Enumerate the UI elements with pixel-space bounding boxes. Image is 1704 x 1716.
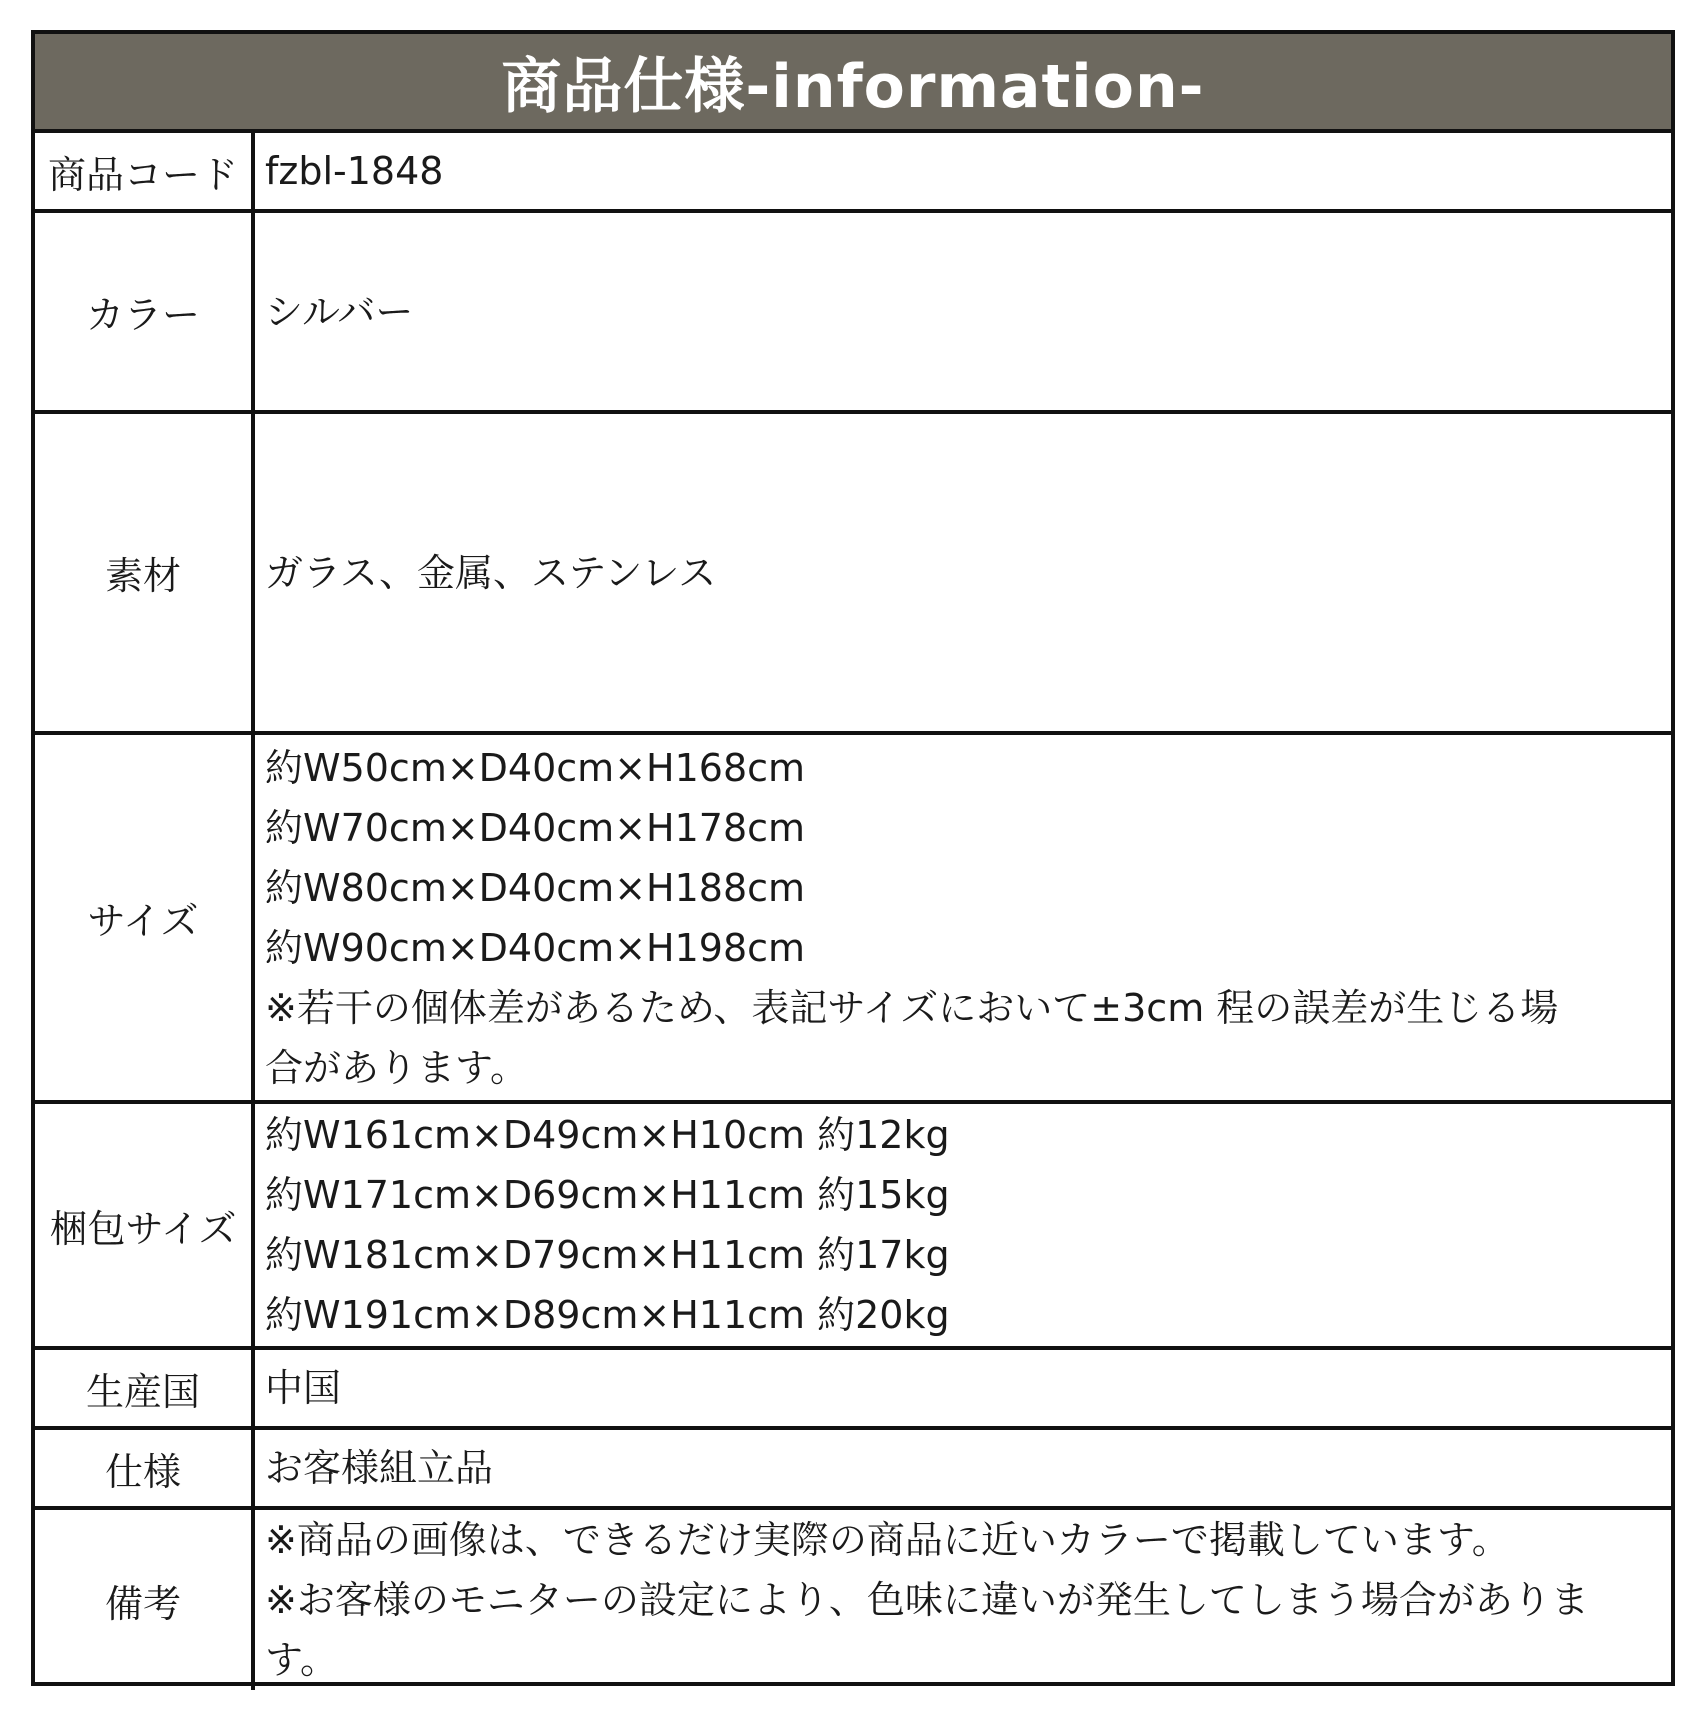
row-material <box>35 414 1671 735</box>
material-label: 素材 <box>35 414 255 731</box>
specification-value: お客様組立品 <box>265 1446 494 1490</box>
size-note-line: 合があります。 <box>265 1045 528 1090</box>
size-line: 約W90cm×D40cm×H198cm <box>265 925 806 970</box>
size-label: サイズ <box>35 735 255 1100</box>
notes-line: ※商品の画像は、できるだけ実際の商品に近いカラーで掲載しています。 <box>265 1518 1510 1562</box>
origin-label: 生産国 <box>35 1350 255 1426</box>
size-line: 約W70cm×D40cm×H178cm <box>265 805 806 850</box>
color-label: カラー <box>35 213 255 410</box>
product-spec-table <box>31 30 1675 1686</box>
row-product-code <box>35 133 1671 213</box>
row-size <box>35 735 1671 1104</box>
color-value: シルバー <box>265 289 414 334</box>
row-notes <box>35 1510 1671 1690</box>
package-size-line: 約W171cm×D69cm×H11cm 約15kg <box>265 1173 950 1217</box>
package-size-label: 梱包サイズ <box>35 1104 255 1346</box>
origin-value: 中国 <box>265 1366 342 1410</box>
notes-label: 備考 <box>35 1510 255 1690</box>
package-size-value <box>255 1104 1671 1346</box>
package-size-line: 約W161cm×D49cm×H10cm 約12kg <box>265 1113 950 1157</box>
notes-value <box>255 1510 1671 1690</box>
spec-title: 商品仕様-information- <box>35 34 1671 133</box>
size-line: 約W80cm×D40cm×H188cm <box>265 865 806 910</box>
material-value: ガラス、金属、ステンレス <box>265 550 717 595</box>
size-note-line: ※若干の個体差があるため、表記サイズにおいて±3cm 程の誤差が生じる場 <box>265 985 1559 1030</box>
size-line: 約W50cm×D40cm×H168cm <box>265 745 806 790</box>
product-code-label: 商品コード <box>35 133 255 209</box>
row-package-size <box>35 1104 1671 1350</box>
notes-line: ※お客様のモニターの設定により、色味に違いが発生してしまう場合がありま <box>265 1578 1589 1622</box>
specification-label: 仕様 <box>35 1430 255 1506</box>
package-size-line: 約W191cm×D89cm×H11cm 約20kg <box>265 1293 950 1337</box>
row-specification <box>35 1430 1671 1510</box>
notes-line: す。 <box>265 1638 338 1682</box>
product-code-value: fzbl-1848 <box>265 149 444 193</box>
package-size-line: 約W181cm×D79cm×H11cm 約17kg <box>265 1233 950 1277</box>
size-value <box>255 735 1671 1100</box>
row-origin <box>35 1350 1671 1430</box>
row-color <box>35 213 1671 414</box>
